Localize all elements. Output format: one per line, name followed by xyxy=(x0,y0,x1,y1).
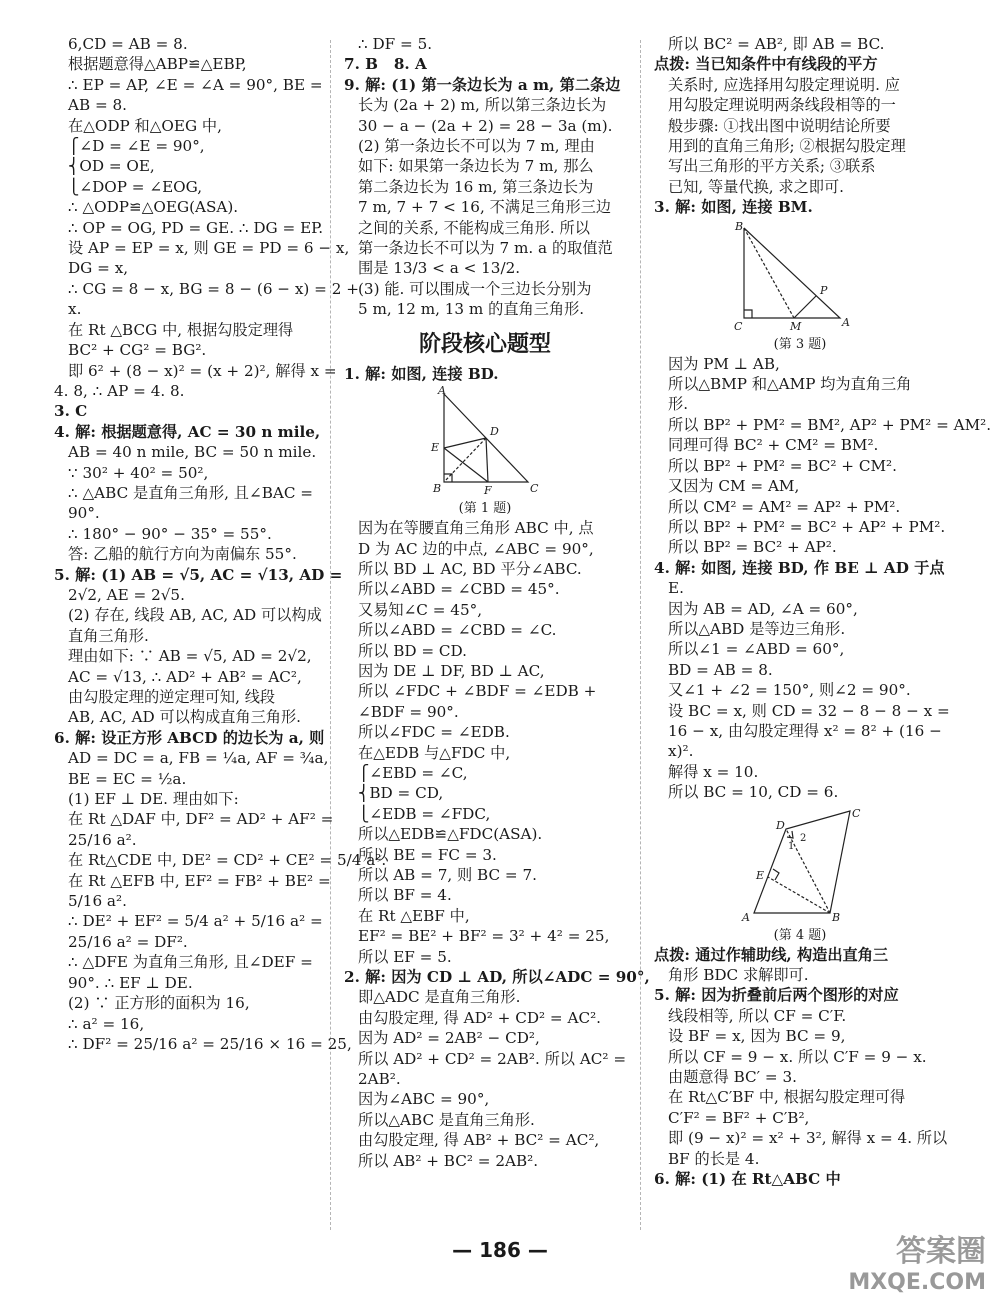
text-line: 所以△BMP 和△AMP 均为直角三角 xyxy=(668,375,912,394)
text-line: 又易知∠C = 45°, xyxy=(358,600,483,619)
fig1-label-d: D xyxy=(490,425,499,439)
text-line: 所以 BP² + PM² = BM², AP² + PM² = AM². xyxy=(668,415,992,434)
text-line: BD = AB = 8. xyxy=(668,660,773,679)
text-line: 因为∠ABC = 90°, xyxy=(358,1090,490,1109)
text-line: 30 − a − (2a + 2) = 28 − 3a (m). xyxy=(358,116,613,135)
text-line: 第一条边长不可以为 7 m. a 的取值范 xyxy=(358,239,613,258)
column-divider-right xyxy=(640,40,641,1230)
text-line: 4. 解: 如图, 连接 BD, 作 BE ⊥ AD 于点 xyxy=(654,558,945,577)
text-line: 25/16 a². xyxy=(68,830,137,849)
fig4-label-2: 2 xyxy=(800,832,807,844)
text-line: 因为 AB = AD, ∠A = 60°, xyxy=(668,599,858,618)
text-line: 用到的直角三角形; ②根据勾股定理 xyxy=(668,137,906,156)
text-line: 由勾股定理, 得 AD² + CD² = AC². xyxy=(358,1008,601,1027)
watermark xyxy=(848,1226,986,1295)
text-line: ⎧∠D = ∠E = 90°, xyxy=(68,137,205,156)
text-line: 5 m, 12 m, 13 m 的直角三角形. xyxy=(358,300,585,319)
text-line: 之间的关系, 不能构成三角形. 所以 xyxy=(358,218,590,237)
fig1-label-e: E xyxy=(431,441,440,455)
text-line: 所以△ABC 是直角三角形. xyxy=(358,1110,535,1129)
text-line: 根据题意得△ABP≌△EBP, xyxy=(68,55,247,74)
text-line: 5/16 a². xyxy=(68,892,127,911)
text-line: 所以 BD ⊥ AC, BD 平分∠ABC. xyxy=(358,559,582,578)
fig1-label-a: A xyxy=(438,384,446,398)
text-line: 6. 解: 设正方形 ABCD 的边长为 a, 则 xyxy=(54,728,325,747)
text-line: DG = x, xyxy=(68,259,129,278)
text-line: 所以 EF = 5. xyxy=(358,947,452,966)
text-line: 答: 乙船的航行方向为南偏东 55°. xyxy=(68,545,297,564)
fig4-label-a: A xyxy=(742,910,750,924)
text-line: 所以 AB² + BC² = 2AB². xyxy=(358,1151,539,1170)
text-line: ⎩∠DOP = ∠EOG, xyxy=(68,177,203,196)
text-line: 已知, 等量代换, 求之即可. xyxy=(668,177,845,196)
figure-1-caption: (第 1 题) xyxy=(458,501,512,517)
text-line: 所以 AD² + CD² = 2AB². 所以 AC² = xyxy=(358,1049,627,1068)
section-heading: 阶段核心题型 xyxy=(418,331,551,357)
text-line: ∴ OP = OG, PD = GE. ∴ DG = EP. xyxy=(68,218,324,237)
fig3-label-c: C xyxy=(734,319,743,333)
text-line: BE = EC = ½a. xyxy=(68,769,187,788)
text-line: 点拨: 通过作辅助线, 构造出直角三 xyxy=(654,945,889,964)
text-line: E. xyxy=(668,579,684,598)
text-line: (2) ∵ 正方形的面积为 16, xyxy=(68,994,250,1013)
text-line: 90°. ∴ EF ⊥ DE. xyxy=(68,973,193,992)
text-line: x)². xyxy=(668,742,694,761)
text-line: 所以 BF = 4. xyxy=(358,886,452,905)
column-right xyxy=(654,34,992,1189)
text-line: 直角三角形. xyxy=(68,626,149,645)
text-line: AB = 8. xyxy=(68,96,127,115)
text-line: 形. xyxy=(668,395,689,414)
text-line: 角形 BDC 求解即可. xyxy=(668,966,809,984)
text-line: 点拨: 当已知条件中有线段的平方 xyxy=(654,55,878,74)
text-line: 在 Rt△C′BF 中, 根据勾股定理可得 xyxy=(668,1088,906,1107)
text-line: 关系时, 应选择用勾股定理说明. 应 xyxy=(668,75,900,94)
text-line: ⎩∠EDB = ∠FDC, xyxy=(358,804,491,823)
text-line: ∴ △DFE 为直角三角形, 且∠DEF = xyxy=(68,953,313,972)
text-line: 所以 BE = FC = 3. xyxy=(358,845,497,864)
text-line: 由勾股定理, 得 AB² + BC² = AC², xyxy=(358,1131,600,1150)
text-line: 所以 BD = CD. xyxy=(358,641,468,660)
fig4-label-e: E xyxy=(756,868,765,882)
text-line: 3. C xyxy=(54,402,88,421)
text-line: 所以 BP² + PM² = BC² + CM². xyxy=(668,456,897,475)
text-line: 线段相等, 所以 CF = C′F. xyxy=(668,1006,847,1025)
figure-4 xyxy=(738,807,878,925)
text-line: 25/16 a² = DF². xyxy=(68,932,188,951)
text-line: BC² + CG² = BG². xyxy=(68,341,207,360)
text-line: 2. 解: 因为 CD ⊥ AD, 所以∠ADC = 90°, xyxy=(344,968,650,987)
text-line: 4. 解: 根据题意得, AC = 30 n mile, xyxy=(54,422,321,441)
text-line: 所以 ∠FDC + ∠BDF = ∠EDB + xyxy=(358,682,597,701)
text-line: 解得 x = 10. xyxy=(668,762,759,781)
fig3-label-m: M xyxy=(790,319,802,333)
text-line: 在△EDB 与△FDC 中, xyxy=(358,743,511,762)
fig1-label-f: F xyxy=(484,484,492,498)
text-line: 所以 BC² = AB², 即 AB = BC. xyxy=(668,35,885,53)
text-line: 在 Rt △DAF 中, DF² = AD² + AF² = xyxy=(68,810,334,829)
text-line: x. xyxy=(68,300,82,319)
text-line: 即 6² + (8 − x)² = (x + 2)², 解得 x = xyxy=(68,361,337,380)
text-line: 在 Rt △BCG 中, 根据勾股定理得 xyxy=(68,320,294,339)
text-line: 3. 解: 如图, 连接 BM. xyxy=(654,198,813,217)
figure-3 xyxy=(730,219,860,334)
text-line: 所以 BP² = BC² + AP². xyxy=(668,538,837,557)
text-line: 在△ODP 和△OEG 中, xyxy=(68,116,222,135)
text-line: (3) 能. 可以围成一个三边长分别为 xyxy=(358,279,592,298)
text-line: D 为 AC 边的中点, ∠ABC = 90°, xyxy=(358,539,594,558)
text-line: 用勾股定理说明两条线段相等的一 xyxy=(668,96,896,115)
text-line: 9. 解: (1) 第一条边长为 a m, 第二条边 xyxy=(344,75,621,94)
text-line: (1) EF ⊥ DE. 理由如下: xyxy=(68,790,239,809)
text-line: ∴ EP = AP, ∠E = ∠A = 90°, BE = xyxy=(68,75,323,94)
text-line: ∴ DE² + EF² = 5/4 a² + 5/16 a² = xyxy=(68,912,323,931)
figure-1 xyxy=(428,384,548,498)
text-line: 所以 BC = 10, CD = 6. xyxy=(668,783,839,802)
text-line: 由勾股定理的逆定理可知, 线段 xyxy=(68,688,276,706)
fig4-label-b: B xyxy=(832,910,841,924)
text-line: 6,CD = AB = 8. xyxy=(68,35,188,53)
text-line: 因为在等腰直角三角形 ABC 中, 点 xyxy=(358,519,594,538)
text-line: 5. 解: (1) AB = √5, AC = √13, AD = xyxy=(54,565,343,584)
fig3-label-a: A xyxy=(842,315,850,329)
text-line: ∴ 180° − 90° − 35° = 55°. xyxy=(68,524,272,543)
text-line: 即△ADC 是直角三角形. xyxy=(358,988,521,1007)
text-line: 16 − x, 由勾股定理得 x² = 8² + (16 − xyxy=(668,721,942,740)
text-line: ∴ a² = 16, xyxy=(68,1014,145,1033)
text-line: 即 (9 − x)² = x² + 3², 解得 x = 4. 所以 xyxy=(668,1129,948,1148)
text-line: 设 AP = EP = x, 则 GE = PD = 6 − x, xyxy=(68,239,350,258)
fig4-label-d: D xyxy=(776,818,785,832)
text-line: BF 的长是 4. xyxy=(668,1149,760,1168)
text-line: 90°. xyxy=(68,504,100,523)
text-line: ∴ DF = 5. xyxy=(358,35,433,53)
text-line: AD = DC = a, FB = ¼a, AF = ¾a, xyxy=(68,749,329,768)
text-line: 所以 AB = 7, 则 BC = 7. xyxy=(358,866,537,884)
watermark-logo-text: 答案圈 xyxy=(896,1234,986,1269)
text-line: ∴ △ODP≌△OEG(ASA). xyxy=(68,198,239,217)
text-line: 所以∠1 = ∠ABD = 60°, xyxy=(668,640,845,659)
text-line: 所以 CM² = AM² = AP² + PM². xyxy=(668,497,901,516)
text-line: 5. 解: 因为折叠前后两个图形的对应 xyxy=(654,986,899,1005)
fig4-label-c: C xyxy=(852,806,861,820)
text-line: 7 m, 7 + 7 < 16, 不满足三角形三边 xyxy=(358,198,612,217)
text-line: 又因为 CM = AM, xyxy=(668,477,800,496)
text-line: 围是 13/3 < a < 13/2. xyxy=(358,259,521,278)
text-line: 2√2, AE = 2√5. xyxy=(68,585,185,604)
text-line: 2AB². xyxy=(358,1070,401,1089)
text-line: 理由如下: ∵ AB = √5, AD = 2√2, xyxy=(68,647,312,666)
text-line: ∵ 30² + 40² = 50², xyxy=(68,463,209,482)
page-number: — 186 — xyxy=(452,1238,548,1262)
text-line: 因为 PM ⊥ AB, xyxy=(668,354,780,373)
text-line: 所以∠ABD = ∠CBD = ∠C. xyxy=(358,621,557,640)
text-line: 设 BC = x, 则 CD = 32 − 8 − 8 − x = xyxy=(668,701,950,720)
text-line: 第二条边长为 16 m, 第三条边长为 xyxy=(358,177,594,196)
text-line: 又∠1 + ∠2 = 150°, 则∠2 = 90°. xyxy=(668,681,911,700)
text-line: ⎧∠EBD = ∠C, xyxy=(358,763,468,782)
text-line: 在 Rt △EFB 中, EF² = FB² + BE² = xyxy=(68,871,331,890)
text-line: ⎨OD = OE, xyxy=(68,157,155,176)
text-line: 因为 AD² = 2AB² − CD², xyxy=(358,1029,540,1048)
figure-4-caption: (第 4 题) xyxy=(773,927,827,943)
text-line: ∴ △ABC 是直角三角形, 且∠BAC = xyxy=(68,483,314,502)
text-line: 般步骤: ①找出图中说明结论所要 xyxy=(668,116,891,135)
text-line: ⎨BD = CD, xyxy=(358,784,444,803)
text-line: ∴ DF² = 25/16 a² = 25/16 × 16 = 25, xyxy=(68,1034,352,1053)
figure-3-caption: (第 3 题) xyxy=(773,336,827,352)
text-line: 同理可得 BC² + CM² = BM². xyxy=(668,436,879,455)
text-line: ∠BDF = 90°. xyxy=(358,702,459,721)
fig3-label-b: B xyxy=(735,219,744,233)
text-line: 如下: 如果第一条边长为 7 m, 那么 xyxy=(358,157,594,176)
text-line: 设 BF = x, 因为 BC = 9, xyxy=(668,1027,846,1046)
text-line: (2) 存在, 线段 AB, AC, AD 可以构成 xyxy=(68,606,322,625)
text-line: 写出三角形的平方关系; ③联系 xyxy=(668,157,876,176)
text-line: 所以∠FDC = ∠EDB. xyxy=(358,723,510,742)
text-line: (2) 第一条边长不可以为 7 m, 理由 xyxy=(358,137,595,156)
text-line: ∴ CG = 8 − x, BG = 8 − (6 − x) = 2 + xyxy=(68,279,359,298)
text-line: 在 Rt△CDE 中, DE² = CD² + CE² = 5/4 a². xyxy=(68,851,387,870)
text-line: 6. 解: (1) 在 Rt△ABC 中 xyxy=(654,1170,841,1189)
text-line: 在 Rt △EBF 中, xyxy=(358,906,470,925)
text-line: AC = √13, ∴ AD² + AB² = AC², xyxy=(68,667,302,686)
text-line: 所以 BP² + PM² = BC² + AP² + PM². xyxy=(668,517,946,536)
text-line: AB, AC, AD 可以构成直角三角形. xyxy=(68,708,301,727)
fig1-label-c: C xyxy=(530,482,539,496)
text-line: 7. B 8. A xyxy=(344,55,427,74)
text-line: 所以△ABD 是等边三角形. xyxy=(668,619,846,638)
text-line: 因为 DE ⊥ DF, BD ⊥ AC, xyxy=(358,661,545,680)
text-line: AB = 40 n mile, BC = 50 n mile. xyxy=(68,443,317,462)
text-line: C′F² = BF² + C′B², xyxy=(668,1108,810,1127)
text-line: EF² = BE² + BF² = 3² + 4² = 25, xyxy=(358,927,610,946)
watermark-url: MXQE.COM xyxy=(848,1270,986,1295)
text-line: 所以 CF = 9 − x. 所以 C′F = 9 − x. xyxy=(668,1047,927,1066)
text-line: 1. 解: 如图, 连接 BD. xyxy=(344,364,499,383)
fig4-label-1: 1 xyxy=(788,840,795,852)
text-line: 4. 8, ∴ AP = 4. 8. xyxy=(54,381,185,400)
text-line: 长为 (2a + 2) m, 所以第三条边长为 xyxy=(358,96,607,115)
text-line: 所以∠ABD = ∠CBD = 45°. xyxy=(358,580,560,599)
column-middle xyxy=(344,34,650,1171)
fig1-label-b: B xyxy=(433,482,442,496)
fig3-label-p: P xyxy=(820,283,828,297)
text-line: 由题意得 BC′ = 3. xyxy=(668,1068,797,1087)
text-line: 所以△EDB≌△FDC(ASA). xyxy=(358,825,543,844)
